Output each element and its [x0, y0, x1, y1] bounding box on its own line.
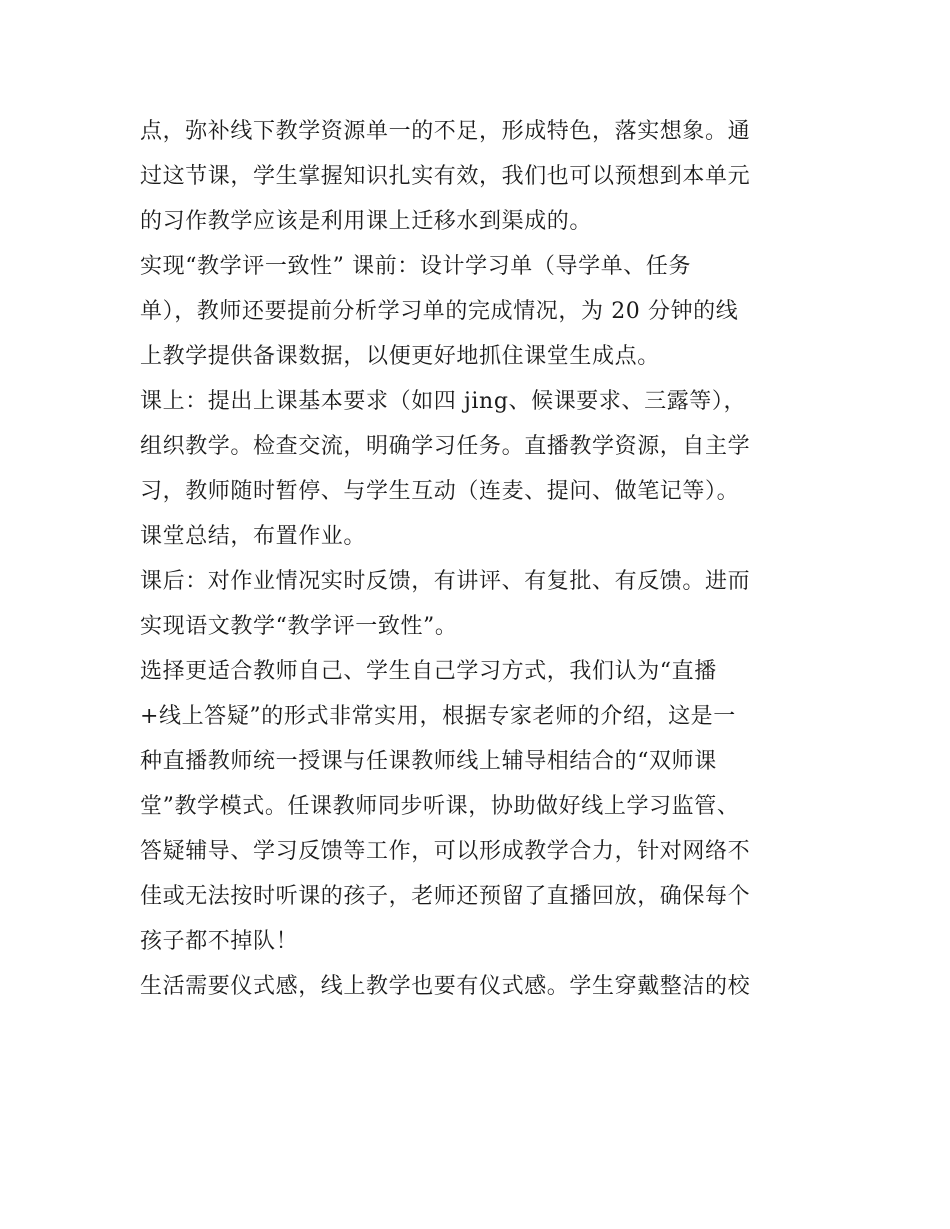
text-line: 孩子都不掉队！: [140, 929, 299, 954]
text-line: 习，教师随时暂停、与学生互动（连麦、提问、做笔记等）。: [140, 479, 740, 504]
text-line: 生活需要仪式感，线上教学也要有仪式感。学生穿戴整洁的校: [140, 974, 751, 999]
text-line: 种直播教师统一授课与任课教师线上辅导相结合的“双师课: [140, 749, 717, 774]
text-line: 单），教师还要提前分析学习单的完成情况，为 20 分钟的线: [140, 299, 739, 324]
text-line: 课后：对作业情况实时反馈，有讲评、有复批、有反馈。进而: [140, 569, 751, 594]
document-text-body: [140, 109, 820, 1009]
text-line: 答疑辅导、学习反馈等工作，可以形成教学合力，针对网络不: [140, 839, 751, 864]
text-line: 实现“教学评一致性” 课前：设计学习单（导学单、任务: [140, 254, 692, 279]
text-line: +线上答疑”的形式非常实用，根据专家老师的介绍，这是一: [140, 704, 736, 729]
text-line: 课堂总结，布置作业。: [140, 524, 367, 549]
text-line: 过这节课，学生掌握知识扎实有效，我们也可以预想到本单元: [140, 164, 751, 189]
text-line: 组织教学。检查交流，明确学习任务。直播教学资源，自主学: [140, 434, 751, 459]
text-line: 佳或无法按时听课的孩子，老师还预留了直播回放，确保每个: [140, 884, 751, 909]
text-line: 实现语文教学“教学评一致性”。: [140, 614, 458, 639]
text-line: 堂”教学模式。任课教师同步听课，协助做好线上学习监管、: [140, 794, 740, 819]
text-line: 课上：提出上课基本要求（如四 jing、候课要求、三露等），: [140, 389, 747, 414]
text-line: 点，弥补线下教学资源单一的不足，形成特色，落实想象。通: [140, 119, 751, 144]
text-line: 选择更适合教师自己、学生自己学习方式，我们认为“直播: [140, 659, 717, 684]
text-line: 上教学提供备课数据，以便更好地抓住课堂生成点。: [140, 344, 660, 369]
text-line: 的习作教学应该是利用课上迁移水到渠成的。: [140, 209, 593, 234]
